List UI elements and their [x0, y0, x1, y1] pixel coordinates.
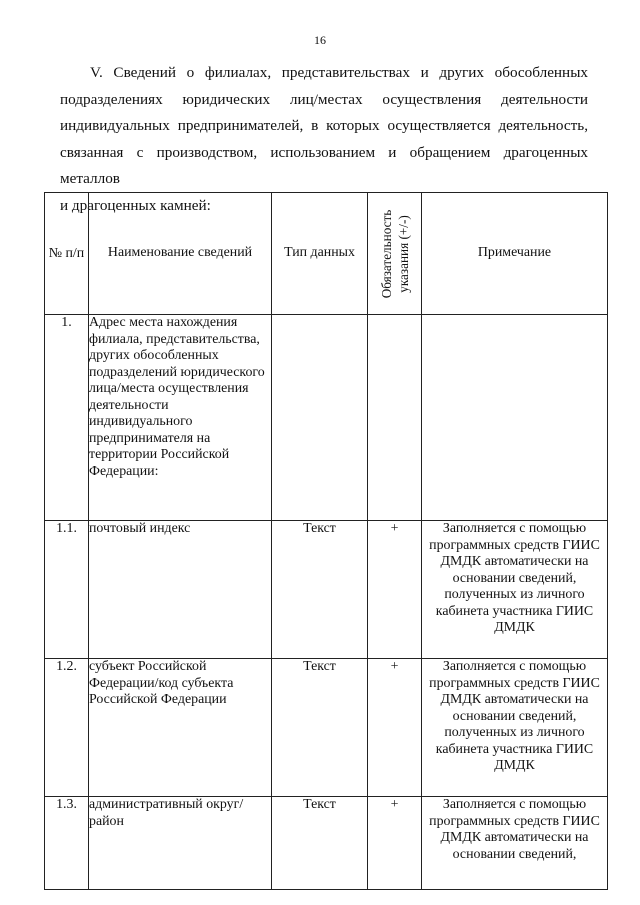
- section-heading-line: подразделениях юридических лиц/местах осуществления деятельности: [60, 90, 588, 108]
- row-note: Заполняется с помощью программных средств ГИИС ДМДК автоматически на основании сведений,: [422, 797, 608, 890]
- row-number: 1.: [45, 315, 89, 521]
- header-name: Наименование сведений: [89, 193, 272, 315]
- row-required: +: [368, 797, 422, 890]
- section-heading-line: индивидуальных предпринимателей, в которых осуществляется деятельность,: [60, 117, 588, 135]
- row-type: Текст: [272, 659, 368, 797]
- row-name: почтовый индекс: [89, 521, 272, 659]
- row-number: 1.2.: [45, 659, 89, 797]
- row-type: Текст: [272, 521, 368, 659]
- header-required-line1: Обязательность: [378, 209, 394, 298]
- page-number: 16: [314, 33, 326, 47]
- header-type: Тип данных: [272, 193, 368, 315]
- row-number: 1.3.: [45, 797, 89, 890]
- header-number: № п/п: [45, 193, 89, 315]
- row-number: 1.1.: [45, 521, 89, 659]
- row-type: [272, 315, 368, 521]
- row-name: административный округ/ район: [89, 797, 272, 890]
- table-row: [45, 315, 608, 521]
- row-note: Заполняется с помощью программных средств ГИИС ДМДК автоматически на основании сведений, полученных из личного кабинета участника ГИИС ДМДК: [422, 521, 608, 659]
- table-row: [45, 521, 608, 659]
- table-header-row: [45, 193, 608, 315]
- header-note: Примечание: [422, 193, 608, 315]
- row-name: субъект Российской Федерации/код субъекта Российской Федерации: [89, 659, 272, 797]
- row-name: Адрес места нахождения филиала, представительства, других обособленных подразделений юридического лица/места осуществления деятельности индивидуального предпринимателя на территории Российской Федерации:: [89, 315, 272, 521]
- section-heading-line: связанная с производством, использованием и обращением драгоценных металлов: [60, 143, 588, 188]
- row-required: [368, 315, 422, 521]
- row-required: +: [368, 659, 422, 797]
- table-row: [45, 659, 608, 797]
- row-note: [422, 315, 608, 521]
- header-required-text: [378, 209, 412, 298]
- section-heading-line: V. Сведений о филиалах, представительствах и других обособленных: [90, 64, 588, 81]
- table-row: [45, 797, 608, 890]
- row-type: Текст: [272, 797, 368, 890]
- row-note: Заполняется с помощью программных средств ГИИС ДМДК автоматически на основании сведений, полученных из личного кабинета участника ГИИС ДМДК: [422, 659, 608, 797]
- info-table: [44, 192, 608, 890]
- row-required: +: [368, 521, 422, 659]
- section-heading-line: и драгоценных камней:: [60, 196, 211, 214]
- header-required-line2: указания (+/-): [395, 214, 411, 293]
- header-required: [368, 193, 422, 315]
